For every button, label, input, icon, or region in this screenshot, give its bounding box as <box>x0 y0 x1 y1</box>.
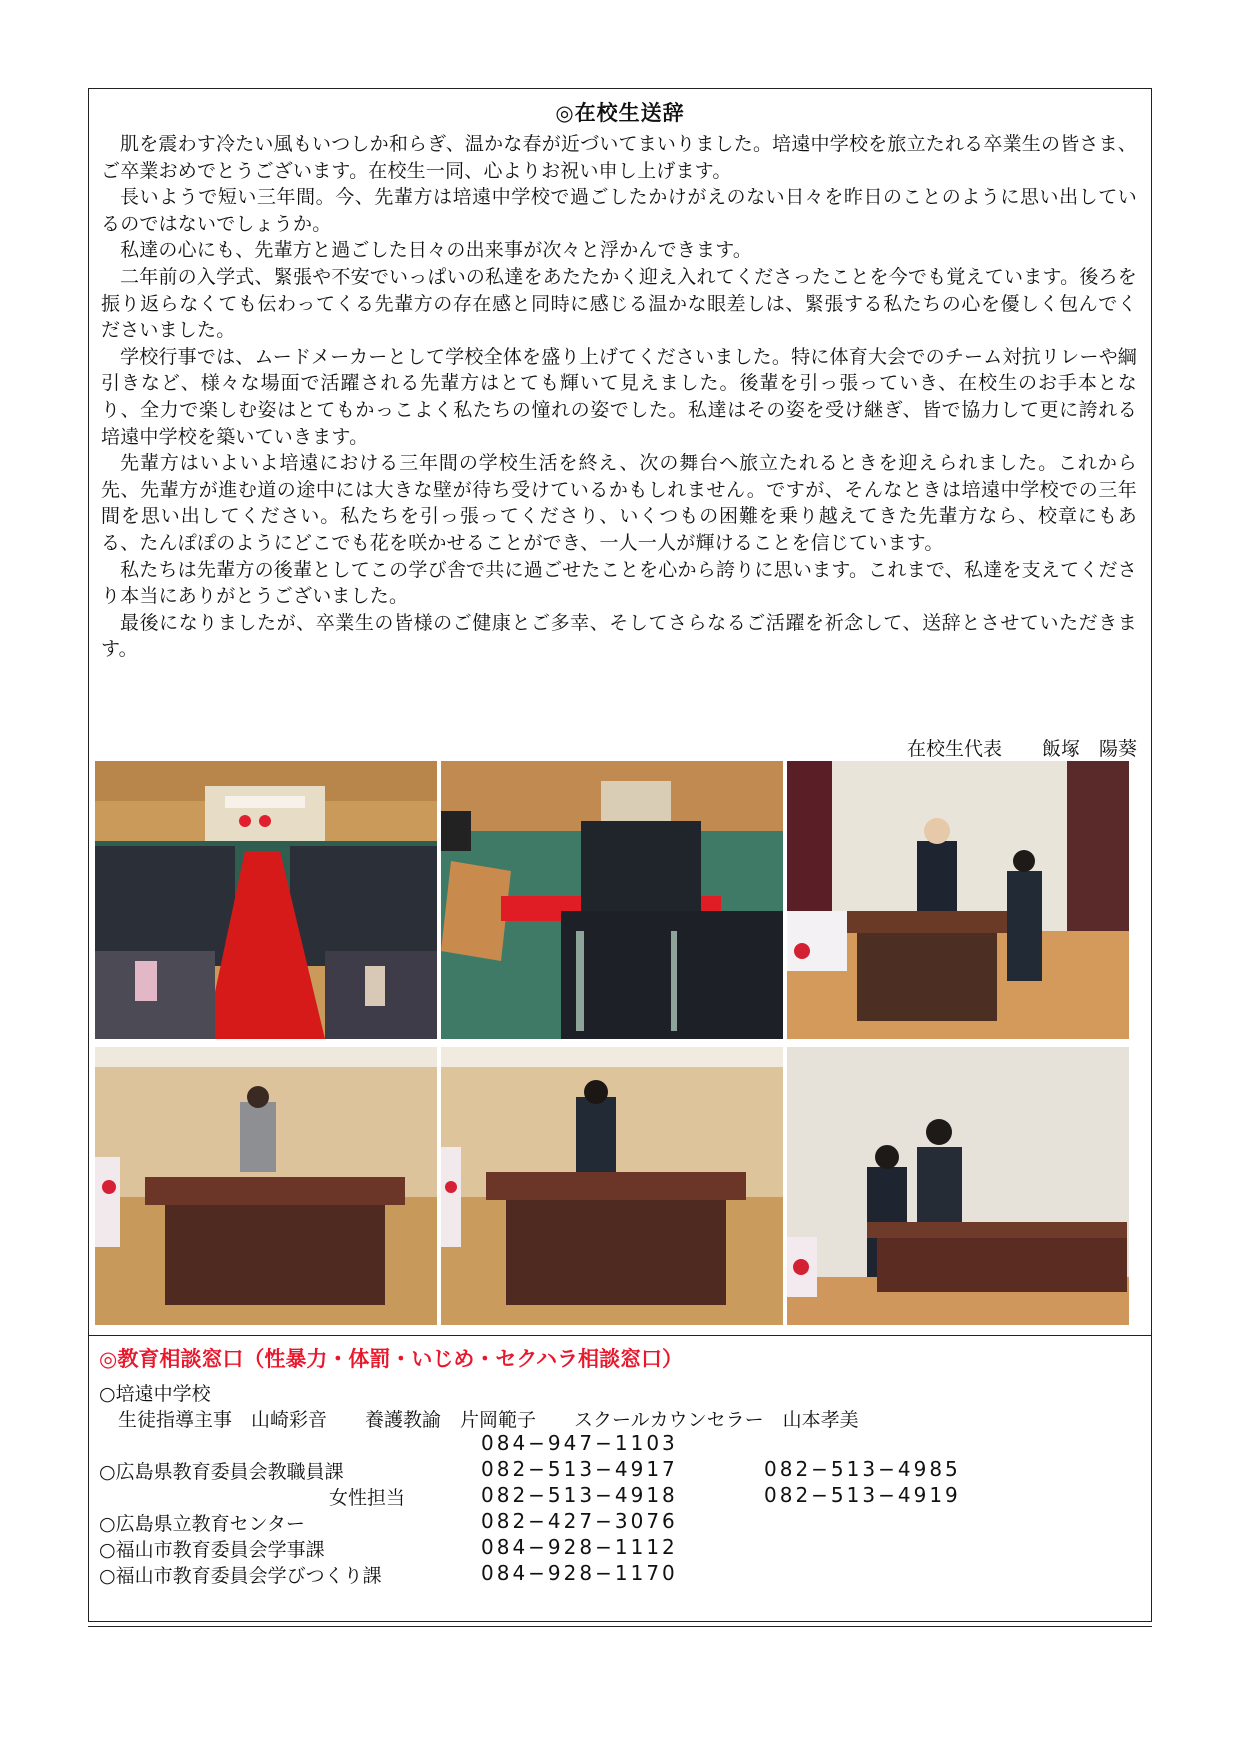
photo-certificate <box>787 761 1129 1039</box>
signature-role: 在校生代表 <box>906 738 1002 760</box>
fukuyama-gakuji-phone: 084−928−1112 <box>481 1535 678 1559</box>
photo-grid <box>95 761 1147 1327</box>
speech-paragraph: 私たちは先輩方の後輩としてこの学び舎で共に過ごせたことを心から誇りに思います。これまで、私達を支えてくださり本当にありがとうございました。 <box>101 558 1137 608</box>
center-phone: 082−427−3076 <box>481 1509 678 1533</box>
fukuyama-manabi-label: ○福山市教育委員会学びつくり課 <box>99 1565 382 1587</box>
section-divider <box>89 1335 1151 1336</box>
school-name: ○培遠中学校 <box>99 1383 211 1405</box>
photo-seated-students <box>441 761 783 1039</box>
consultation-section <box>99 1343 1141 1587</box>
speech-title: ◎在校生送辞 <box>555 101 685 125</box>
pref-phone-2: 082−513−4985 <box>764 1457 961 1481</box>
center-label: ○広島県立教育センター <box>99 1513 305 1535</box>
photo-ceremony-hall <box>95 761 437 1039</box>
school-phone: 084−947−1103 <box>481 1431 678 1455</box>
page-frame <box>88 88 1152 1622</box>
fukuyama-gakuji-label: ○福山市教育委員会学事課 <box>99 1539 325 1561</box>
speech-paragraph: 私達の心にも、先輩方と過ごした日々の出来事が次々と浮かんできます。 <box>120 239 753 262</box>
photo-speech-podium-1 <box>95 1047 437 1325</box>
speech-paragraph: 先輩方はいよいよ培遠における三年間の学校生活を終え、次の舞台へ旅立たれるときを迎えられました。これから先、先輩方が進む道の途中には大きな壁が待ち受けているかもしれません。ですが、そんなときは培遠中学校での三年間を思い出してください。私たちを引っ張ってくださり、いくつもの困難を乗り越えてきた先輩方なら、校章にもある、たんぽぽのようにどこでも花を咲かせることができ、一人一人が輝けることを信じています。 <box>101 452 1137 554</box>
photo-two-students <box>787 1047 1129 1325</box>
speech-body <box>101 131 1137 663</box>
speech-paragraph: 二年前の入学式、緊張や不安でいっぱいの私達をあたたかく迎え入れてくださったことを今でも覚えています。後ろを振り返らなくても伝わってくる先輩方の存在感と同時に感じる温かな眼差しは、緊張する私たちの心を優しく包んでくださいました。 <box>101 265 1137 342</box>
speech-paragraph: 長いようで短い三年間。今、先輩方は培遠中学校で過ごしたかけがえのない日々を昨日のことのように思い出しているのではないでしょうか。 <box>101 186 1137 235</box>
speech-paragraph: 学校行事では、ムードメーカーとして学校全体を盛り上げてくださいました。特に体育大会でのチーム対抗リレーや綱引きなど、様々な場面で活躍される先輩方はとても輝いて見えました。後輩を引っ張っていき、在校生のお手本となり、全力で楽しむ姿はとてもかっこよく私たちの憧れの姿でした。私達はその姿を受け継ぎ、皆で協力して更に誇れる培遠中学校を築いていきます。 <box>101 345 1137 448</box>
women-phone-1: 082−513−4918 <box>481 1483 678 1507</box>
signature-name: 飯塚 陽葵 <box>1041 738 1137 760</box>
school-staff: 生徒指導主事 山崎彩音 養護教諭 片岡範子 スクールカウンセラー 山本孝美 <box>118 1409 859 1431</box>
women-phone-2: 082−513−4919 <box>764 1483 961 1507</box>
signature <box>907 734 1137 761</box>
frame-double-line <box>88 1626 1152 1627</box>
pref-phone-1: 082−513−4917 <box>481 1457 678 1481</box>
photo-speech-podium-2 <box>441 1047 783 1325</box>
women-label: 女性担当 <box>329 1487 406 1509</box>
consult-title: ◎教育相談窓口（性暴力・体罰・いじめ・セクハラ相談窓口） <box>99 1347 684 1371</box>
speech-paragraph: 最後になりましたが、卒業生の皆様のご健康とご多幸、そしてさらなるご活躍を祈念して、送辞とさせていただきます。 <box>101 611 1137 661</box>
pref-board-label: ○広島県教育委員会教職員課 <box>99 1461 344 1483</box>
speech-paragraph: 肌を震わす冷たい風もいつしか和らぎ、温かな春が近づいてまいりました。培遠中学校を旅立たれる卒業生の皆さま、ご卒業おめでとうございます。在校生一同、心よりお祝い申し上げます。 <box>101 133 1137 182</box>
fukuyama-manabi-phone: 084−928−1170 <box>481 1561 678 1585</box>
